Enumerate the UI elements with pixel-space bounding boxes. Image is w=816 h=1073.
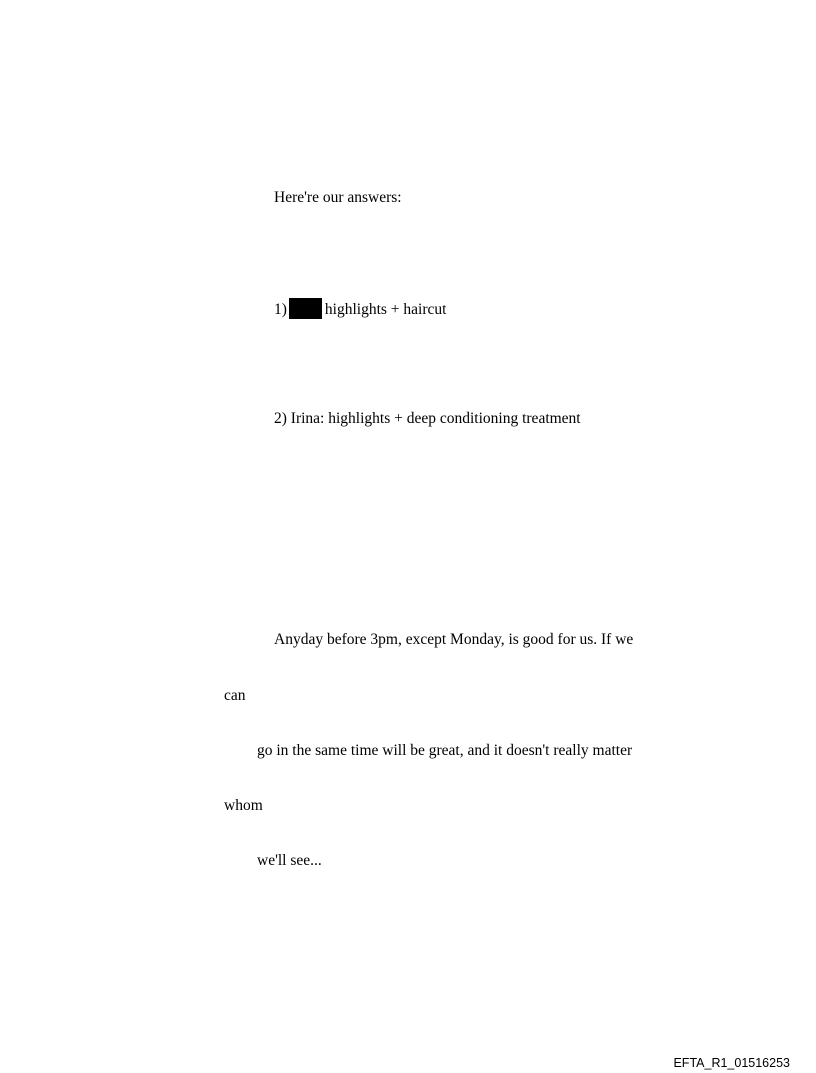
answer-item-1-text: highlights + haircut: [324, 301, 447, 318]
intro-line: Here're our answers:: [274, 189, 402, 206]
paragraph-line-2: can: [224, 687, 246, 704]
answer-item-2: 2) Irina: highlights + deep conditioning treatment: [274, 410, 581, 427]
paragraph-line-3: go in the same time will be great, and it doesn't really matter: [257, 742, 633, 759]
paragraph-line-1: Anyday before 3pm, except Monday, is good for us. If we: [274, 631, 634, 648]
document-id: EFTA_R1_01516253: [673, 1056, 790, 1070]
paragraph-line-5: we'll see...: [257, 852, 322, 869]
paragraph-line-4: whom: [224, 797, 263, 814]
answer-item-1-prefix: 1): [274, 301, 287, 318]
answer-item-1: [274, 298, 446, 320]
redaction-block: [289, 298, 322, 319]
